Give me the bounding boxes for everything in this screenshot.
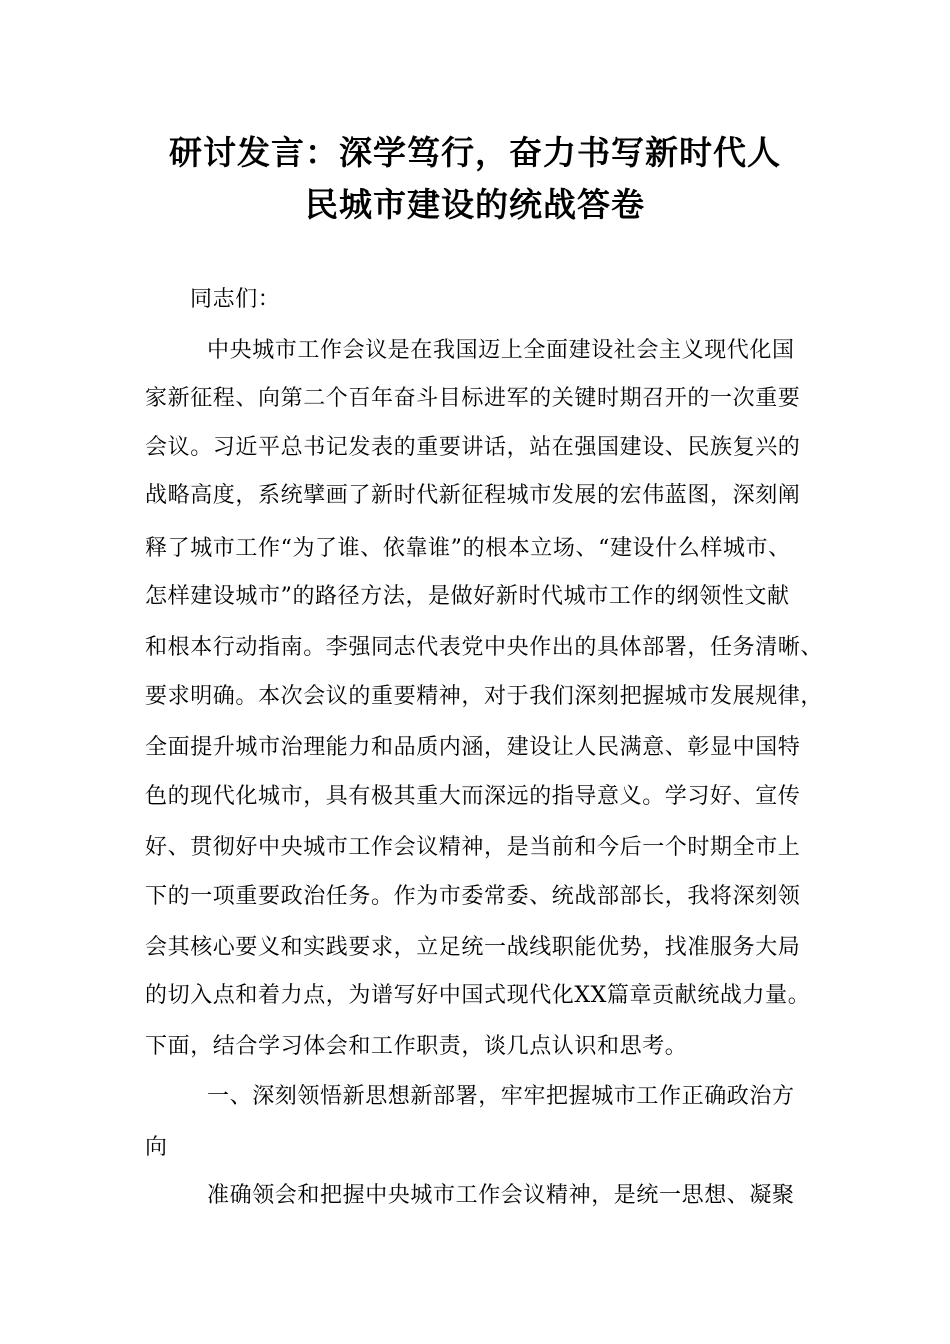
paragraph-1-line: 怎样建设城市”的路径方法，是做好新时代城市工作的纲领性文献 [145, 584, 790, 609]
salutation: 同志们： [190, 287, 281, 312]
paragraph-1-line: 好、贯彻好中央城市工作会议精神，是当前和今后一个时期全市上 [145, 835, 801, 860]
paragraph-1-line: 会议。习近平总书记发表的重要讲话，站在强国建设、民族复兴的 [145, 435, 801, 460]
paragraph-1-line: 战略高度，系统擘画了新时代新征程城市发展的宏伟蓝图，深刻阐 [145, 483, 801, 508]
paragraph-1-line: 家新征程、向第二个百年奋斗目标进军的关键时期召开的一次重要 [145, 386, 801, 411]
section-heading-1-continued: 向 [145, 1135, 168, 1160]
paragraph-1-line: 色的现代化城市，具有极其重大而深远的指导意义。学习好、宣传 [145, 784, 801, 809]
document-title-line-1: 研讨发言：深学笃行，奋力书写新时代人 [169, 133, 781, 172]
section-heading-1: 一、深刻领悟新思想新部署，牢牢把握城市工作正确政治方 [207, 1084, 795, 1109]
paragraph-1-line: 要求明确。本次会议的重要精神，对于我们深刻把握城市发展规律， [145, 684, 824, 709]
paragraph-2-line: 准确领会和把握中央城市工作会议精神，是统一思想、凝聚 [207, 1183, 795, 1208]
paragraph-1-line: 会其核心要义和实践要求，立足统一战线职能优势，找准服务大局 [145, 935, 801, 960]
paragraph-1-line: 下的一项重要政治任务。作为市委常委、统战部部长，我将深刻领 [145, 884, 801, 909]
paragraph-1-line: 下面，结合学习体会和工作职责，谈几点认识和思考。 [145, 1034, 688, 1059]
paragraph-1-line: 中央城市工作会议是在我国迈上全面建设社会主义现代化国 [207, 338, 795, 363]
paragraph-1-line: 和根本行动指南。李强同志代表党中央作出的具体部署，任务清晰、 [145, 635, 824, 660]
document-title-line-2: 民城市建设的统战答卷 [305, 185, 645, 224]
paragraph-1-line: 释了城市工作“为了谁、依靠谁”的根本立场、“建设什么样城市、 [145, 536, 791, 561]
paragraph-1-line: 全面提升城市治理能力和品质内涵，建设让人民满意、彰显中国特 [145, 735, 801, 760]
paragraph-1-line: 的切入点和着力点，为谱写好中国式现代化XX篇章贡献统战力量。 [145, 983, 811, 1008]
